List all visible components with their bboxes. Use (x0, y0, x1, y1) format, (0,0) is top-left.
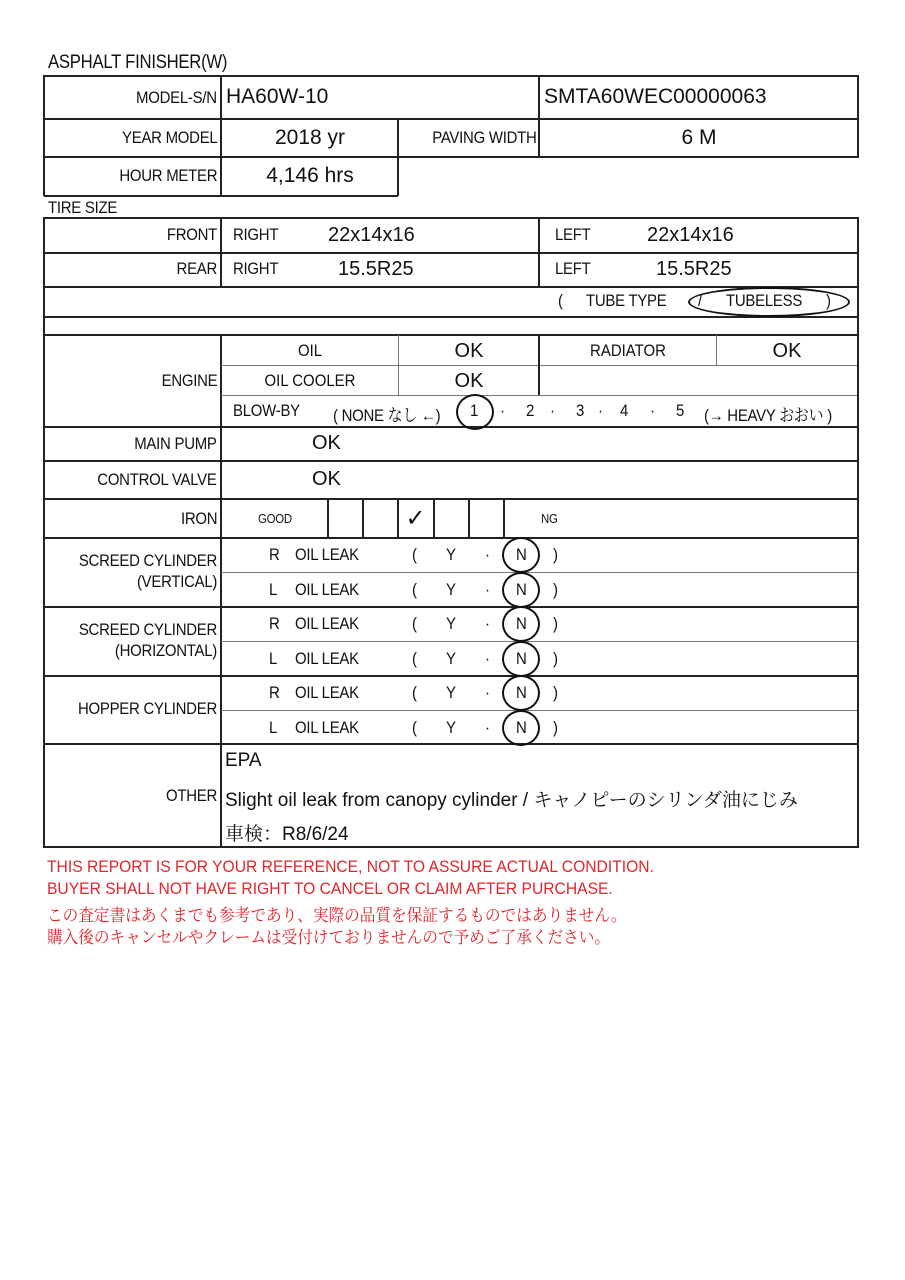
hopper-cylinder-label: HOPPER CYLINDER (77, 699, 217, 718)
model-value: HA60W-10 (226, 85, 329, 108)
oil-leak-option-n[interactable]: N (516, 545, 527, 564)
screed-horizontal-label-1: SCREED CYLINDER (78, 620, 217, 639)
oil-leak-text: OIL LEAK (295, 545, 359, 564)
oil-leak-open-paren: ( (412, 580, 417, 599)
oil-leak-close-paren: ) (553, 580, 558, 599)
other-line-2: Slight oil leak from canopy cylinder / キャノピーのシリンダ油にじみ (225, 790, 798, 811)
blowby-label: BLOW-BY (233, 401, 300, 420)
oil-leak-open-paren: ( (412, 683, 417, 702)
disclaimer-line-1: THIS REPORT IS FOR YOUR REFERENCE, NOT TO ASSURE ACTUAL CONDITION. (47, 857, 654, 876)
iron-box-1[interactable] (328, 500, 362, 537)
tire-rear-left-value: 15.5R25 (656, 258, 732, 280)
oil-leak-separator: · (485, 580, 490, 599)
oil-leak-selection-circle (502, 710, 540, 746)
oil-leak-close-paren: ) (553, 718, 558, 737)
oil-leak-separator: · (485, 718, 490, 737)
tire-type-slash: / (698, 291, 702, 310)
main-pump-value: OK (312, 432, 341, 454)
oil-leak-close-paren: ) (553, 649, 558, 668)
serial-number-value: SMTA60WEC00000063 (544, 85, 767, 108)
engine-oil-value: OK (454, 340, 484, 362)
oil-leak-side: R (269, 545, 280, 564)
tire-front-label: FRONT (166, 225, 217, 244)
oil-leak-open-paren: ( (412, 545, 417, 564)
tire-type-close-paren: ) (826, 291, 831, 310)
oil-leak-separator: · (485, 614, 490, 633)
other-line-1: EPA (225, 750, 262, 771)
engine-label: ENGINE (161, 371, 217, 390)
iron-box-4[interactable] (434, 500, 468, 537)
blowby-level-5[interactable]: 5 (676, 401, 685, 420)
model-sn-label: MODEL-S/N (136, 88, 217, 107)
oil-leak-selection-circle (502, 572, 540, 608)
blowby-level-3[interactable]: 3 (576, 401, 585, 420)
oil-leak-side: R (269, 683, 280, 702)
tire-type-open-paren: ( (558, 291, 563, 310)
oil-leak-separator: · (485, 649, 490, 668)
oil-leak-option-y[interactable]: Y (446, 580, 456, 599)
tire-front-left-value: 22x14x16 (647, 224, 734, 246)
oil-leak-close-paren: ) (553, 614, 558, 633)
other-label: OTHER (165, 786, 217, 805)
iron-box-3-checked[interactable]: ✓ (405, 505, 426, 532)
control-valve-value: OK (312, 468, 341, 490)
oil-leak-text: OIL LEAK (295, 649, 359, 668)
hour-meter-label: HOUR METER (119, 166, 217, 185)
oil-leak-text: OIL LEAK (295, 718, 359, 737)
blowby-selection-circle (456, 394, 494, 430)
oil-leak-option-n[interactable]: N (516, 683, 527, 702)
screed-vertical-label-2: (VERTICAL) (136, 572, 217, 591)
blowby-separator: · (598, 401, 603, 420)
blowby-separator: · (650, 401, 655, 420)
oil-leak-open-paren: ( (412, 718, 417, 737)
tire-rear-right-label: RIGHT (233, 259, 279, 278)
document-title: ASPHALT FINISHER(W) (48, 52, 228, 73)
tire-rear-right-value: 15.5R25 (338, 258, 414, 280)
iron-ng-label: NG (541, 511, 558, 526)
oil-leak-selection-circle (502, 675, 540, 711)
disclaimer-line-3: この査定書はあくまでも参考であり、実際の品質を保証するものではありません。 (47, 906, 627, 925)
oil-cooler-value: OK (454, 370, 484, 392)
year-model-label: YEAR MODEL (121, 128, 217, 147)
oil-leak-side: L (269, 580, 278, 599)
tire-rear-label: REAR (176, 259, 217, 278)
oil-leak-selection-circle (502, 606, 540, 642)
main-pump-label: MAIN PUMP (134, 434, 217, 453)
oil-leak-side: L (269, 718, 278, 737)
oil-leak-option-n[interactable]: N (516, 718, 527, 737)
oil-leak-option-y[interactable]: Y (446, 683, 456, 702)
oil-leak-side: L (269, 649, 278, 668)
year-model-value: 2018 yr (274, 126, 346, 149)
oil-leak-side: R (269, 614, 280, 633)
tire-size-label: TIRE SIZE (48, 198, 118, 217)
oil-leak-option-n[interactable]: N (516, 580, 527, 599)
blowby-level-2[interactable]: 2 (526, 401, 535, 420)
hour-meter-value: 4,146 hrs (266, 164, 354, 187)
disclaimer-line-4: 購入後のキャンセルやクレームは受付けておりませんので予めご了承ください。 (47, 928, 611, 947)
oil-leak-open-paren: ( (412, 614, 417, 633)
blowby-separator: · (500, 401, 505, 420)
blowby-heavy-text: (→ HEAVY おおい ) (704, 406, 832, 425)
oil-leak-text: OIL LEAK (295, 614, 359, 633)
blowby-none-text: ( NONE なし ←) (333, 406, 441, 425)
tire-type-tube-option[interactable]: TUBE TYPE (586, 291, 667, 310)
oil-leak-separator: · (485, 545, 490, 564)
oil-leak-text: OIL LEAK (295, 683, 359, 702)
oil-leak-selection-circle (502, 537, 540, 573)
oil-leak-separator: · (485, 683, 490, 702)
blowby-separator: · (550, 401, 555, 420)
disclaimer-line-2: BUYER SHALL NOT HAVE RIGHT TO CANCEL OR CLAIM AFTER PURCHASE. (47, 879, 613, 898)
oil-leak-option-y[interactable]: Y (446, 718, 456, 737)
oil-leak-selection-circle (502, 641, 540, 677)
tire-type-tubeless-option[interactable]: TUBELESS (726, 291, 803, 310)
iron-box-2[interactable] (363, 500, 397, 537)
tire-front-right-label: RIGHT (233, 225, 279, 244)
oil-leak-option-n[interactable]: N (516, 614, 527, 633)
engine-oil-label: OIL (297, 341, 323, 360)
oil-leak-option-n[interactable]: N (516, 649, 527, 668)
blowby-level-1[interactable]: 1 (470, 401, 479, 420)
oil-leak-option-y[interactable]: Y (446, 649, 456, 668)
radiator-label: RADIATOR (590, 341, 666, 360)
tubeless-selection-ellipse (688, 287, 850, 317)
oil-leak-option-y[interactable]: Y (446, 545, 456, 564)
screed-horizontal-label-2: (HORIZONTAL) (114, 641, 217, 660)
tire-front-left-label: LEFT (555, 225, 591, 244)
oil-leak-option-y[interactable]: Y (446, 614, 456, 633)
oil-leak-close-paren: ) (553, 545, 558, 564)
control-valve-label: CONTROL VALVE (97, 470, 217, 489)
oil-cooler-label: OIL COOLER (264, 371, 356, 390)
paving-width-value: 6 M (681, 126, 717, 149)
paving-width-label: PAVING WIDTH (432, 128, 537, 147)
iron-good-label: GOOD (258, 511, 292, 526)
other-line-3: 車検：R8/6/24 (225, 824, 349, 845)
iron-label: IRON (180, 509, 217, 528)
oil-leak-open-paren: ( (412, 649, 417, 668)
radiator-value: OK (772, 340, 802, 362)
blowby-level-4[interactable]: 4 (620, 401, 629, 420)
oil-leak-close-paren: ) (553, 683, 558, 702)
tire-front-right-value: 22x14x16 (328, 224, 415, 246)
tire-rear-left-label: LEFT (555, 259, 591, 278)
screed-vertical-label-1: SCREED CYLINDER (78, 551, 217, 570)
oil-leak-text: OIL LEAK (295, 580, 359, 599)
iron-box-5[interactable] (469, 500, 503, 537)
